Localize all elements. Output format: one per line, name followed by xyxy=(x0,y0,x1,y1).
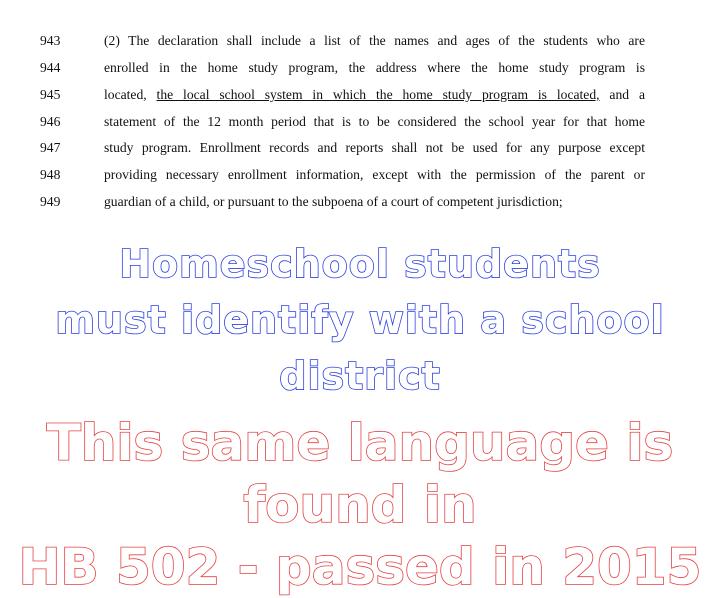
bill-line xyxy=(0,167,720,193)
line-text xyxy=(104,167,645,183)
line-text-segment: and a xyxy=(599,87,645,102)
underlined-amendment: the local school system in which the home study program is located, xyxy=(156,87,600,102)
line-text xyxy=(104,60,645,76)
bill-line xyxy=(0,114,720,140)
headline-line: This same language is found in xyxy=(46,414,674,534)
line-text-segment: guardian of a child, or pursuant to the subpoena of a court of competent jurisdiction; xyxy=(104,194,563,209)
line-text xyxy=(104,33,645,49)
headline-line: Homeschool students xyxy=(119,242,601,286)
line-text xyxy=(104,114,645,130)
line-number: 948 xyxy=(40,167,61,182)
line-number: 943 xyxy=(40,33,61,48)
line-text-segment: located, xyxy=(104,87,157,102)
line-text-segment: study program. Enrollment records and reports shall not be used for any purpose except xyxy=(104,140,645,155)
line-text xyxy=(104,87,645,103)
headline-identify-school-district xyxy=(0,236,720,404)
line-text-segment: providing necessary enrollment information, except with the permission of the parent or xyxy=(104,167,645,182)
line-text xyxy=(104,194,645,210)
bill-line xyxy=(0,194,720,220)
line-number: 946 xyxy=(40,114,61,129)
headline-line: HB 502 - passed in 2015 xyxy=(18,538,702,596)
line-text-segment: statement of the 12 month period that is to be considered the school year for that home xyxy=(104,114,645,129)
line-text xyxy=(104,140,645,156)
bill-line xyxy=(0,60,720,86)
bill-line xyxy=(0,140,720,166)
headline-line: district xyxy=(279,354,441,398)
line-number: 944 xyxy=(40,60,61,75)
line-text-segment: enrolled in the home study program, the address where the home study program is xyxy=(104,60,645,75)
bill-line xyxy=(0,33,720,59)
line-number: 947 xyxy=(40,140,61,155)
line-number: 945 xyxy=(40,87,61,102)
headline-line: must identify with a school xyxy=(55,298,665,342)
bill-line xyxy=(0,87,720,113)
headline-same-language-hb502 xyxy=(0,412,720,598)
line-number: 949 xyxy=(40,194,61,209)
line-text-segment: (2) The declaration shall include a list of the names and ages of the students who are xyxy=(104,33,645,48)
